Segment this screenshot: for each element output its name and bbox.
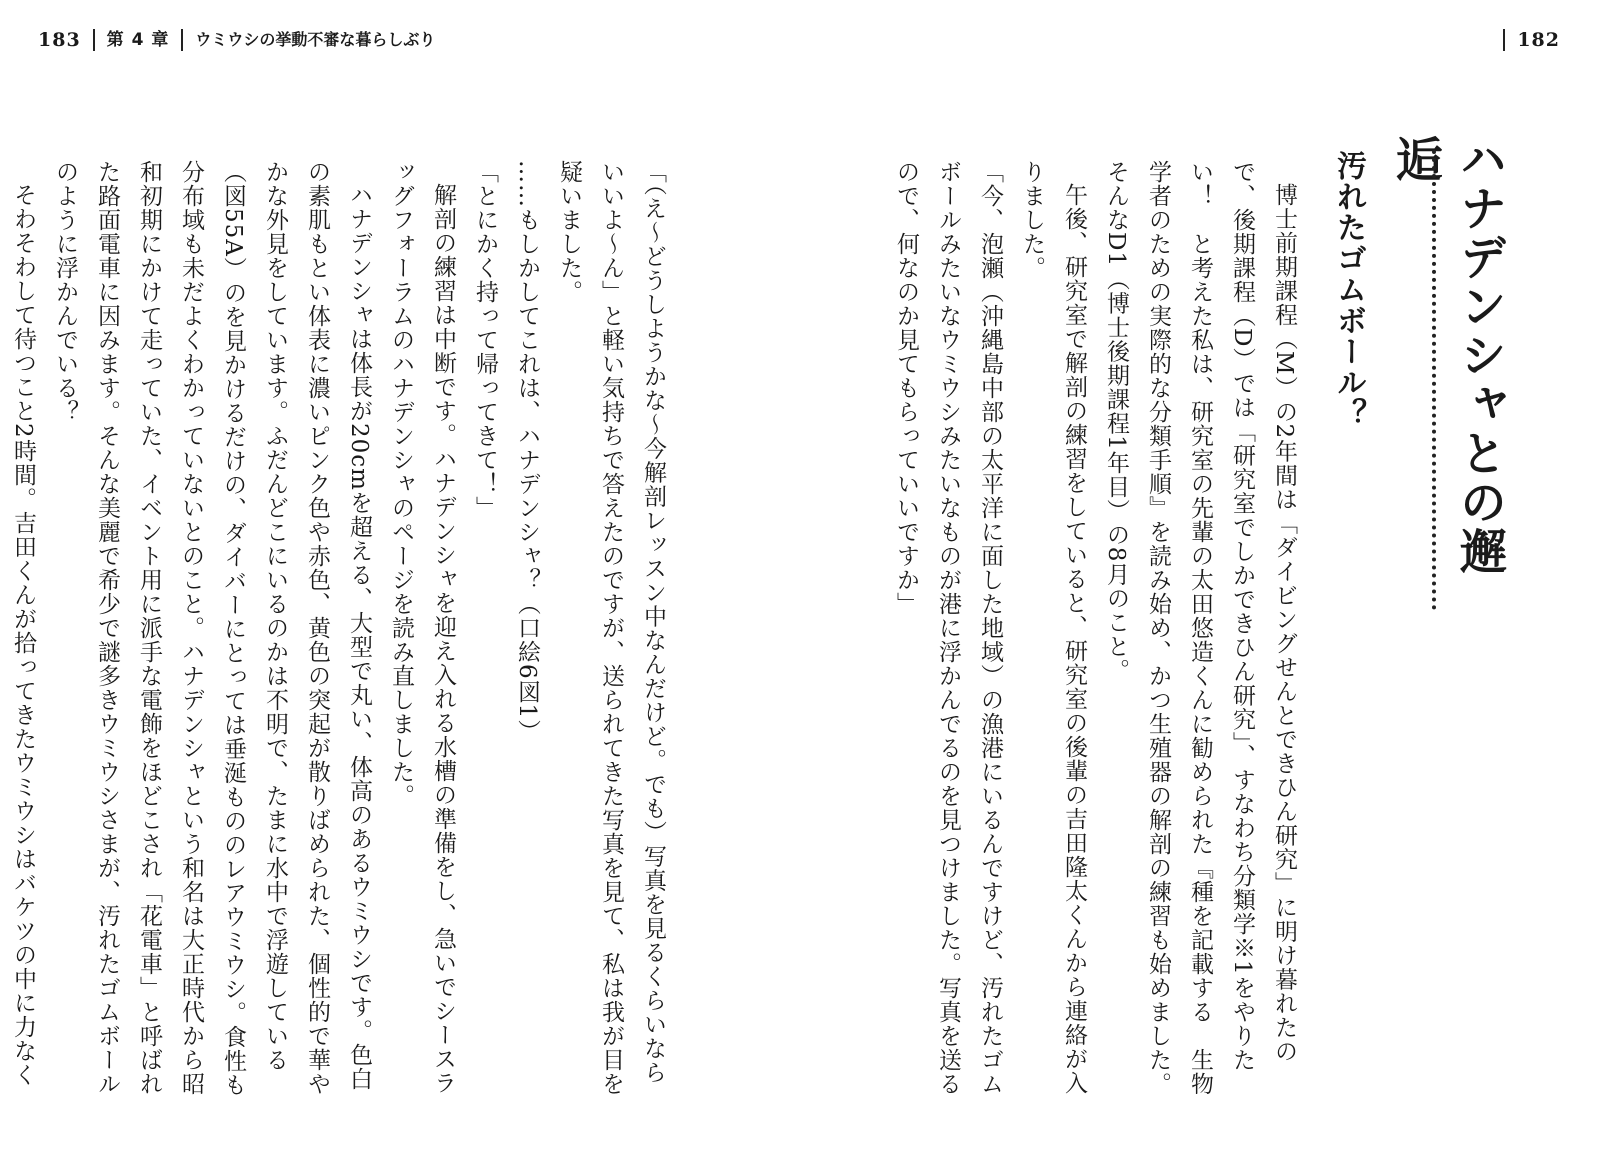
paragraph: 解剖の練習は中断です。ハナデンシャを迎え入れる水槽の準備をし、急いでシースラッグフォーラムのハナデンシャのページを読み直しました。 (388, 160, 456, 1095)
running-header-left (38, 26, 435, 54)
section-title: ハナデンシャとの邂逅 (1388, 135, 1507, 576)
left-page-body (10, 160, 674, 1100)
paragraph: ……もしかしてこれは、ハナデンシャ？（口絵6図1） (514, 160, 540, 744)
header-divider (1503, 29, 1505, 51)
header-divider (93, 29, 95, 51)
section-subtitle: 汚れたゴムボール？ (1331, 150, 1366, 429)
paragraph: ハナデンシャは体長が20cmを超える、大型で丸い、体高のあるウミウシです。色白の素肌もとい体表に濃いピンク色や赤色、黄色の突起が散りばめられた、個性的で華やかな外見をしています。ふだんどこにいるのかは不明で、たまに水中で浮遊している（図55A）のを見かけるだけの、ダイバーにとっては垂涎もののレアウミウシ。食性も分布域も未だよくわかっていないとのこと。ハナデンシャという和名は大正時代から昭和初期にかけて走っていた、イベント用に派手な電飾をほどこされ「花電車」と呼ばれた路面電車に因みます。そんな美麗で希少で謎多きウミウシさまが、汚れたゴムボールのように浮かんでいる？ (52, 160, 372, 1097)
header-divider (181, 29, 183, 51)
paragraph: 博士前期課程（M）の2年間は「ダイビングせんとできひん研究」に明け暮れたので、後期課程（D）では「研究室でしかできひん研究」、すなわち分類学※1をやりたい！ と考えた私は、研究室の先輩の太田悠造くんに勧められた『種を記載する 生物学者のための実際的な分類手順』を読み始め、かつ生殖器の解剖の練習も始めました。そんなD1（博士後期課程1年目）の8月のこと。 (1103, 160, 1297, 1096)
chapter-label: 第 4 章 (106, 30, 170, 50)
page-number-left: 183 (38, 29, 81, 51)
chapter-title: ウミウシの挙動不審な暮らしぶり (195, 30, 436, 49)
paragraph: 午後、研究室で解剖の練習をしていると、研究室の後輩の吉田隆太くんから連絡が入りました。 (1019, 160, 1087, 1095)
right-page-body (893, 160, 1305, 1100)
paragraph: 「今、泡瀬（沖縄島中部の太平洋に面した地域）の漁港にいるんですけど、汚れたゴムボールみたいなウミウシみたいなものが港に浮かんでるのを見つけました。写真を送るので、何なのか見てもらっていいですか」 (893, 160, 1003, 1096)
title-dotted-rule (1432, 150, 1436, 610)
page-number-right: 182 (1517, 29, 1560, 51)
paragraph: 「とにかく持って帰ってきて！」 (472, 160, 498, 520)
running-header-right (1491, 26, 1560, 54)
paragraph: そわそわして待つこと2時間。吉田くんが拾ってきたウミウシはバケツの中に力なく (10, 183, 36, 1087)
paragraph: 「（え～どうしようかな～今解剖レッスン中なんだけど。でも）写真を見るくらいならいいよ～ん」と軽い気持ちで答えたのですが、送られてきた写真を見て、私は我が目を疑いました。 (556, 160, 666, 1096)
